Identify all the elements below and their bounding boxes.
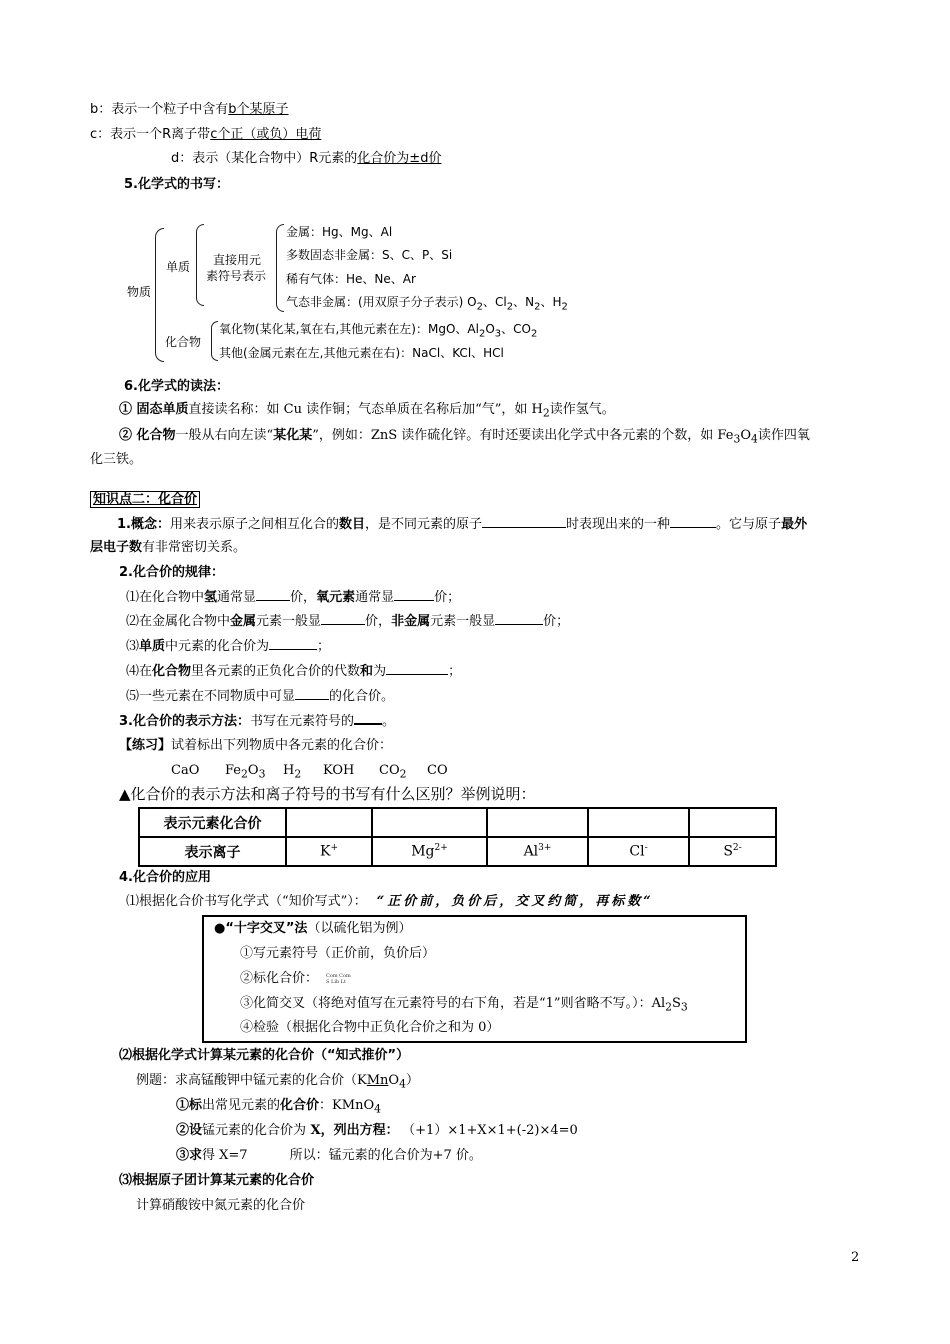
sub: 2 [294,767,302,781]
formula-fe2o3 [225,762,265,784]
t: ⑴在化合物中 [126,590,205,605]
t: 通常显 [355,590,395,605]
t: 有非常密切关系。 [142,540,247,555]
t: 氧化物(某化某,氧在右,其他元素在左)：MgO、Al [219,322,479,336]
c-meaning [90,126,321,144]
t: 。它与原子 [716,517,782,532]
formula-h2 [283,762,301,784]
cross-step-3 [240,995,688,1017]
t: Cl [629,843,645,860]
blank [269,637,317,650]
comparison-question: ▲化合价的表示方法和离子符号的书写有什么区别？举例说明： [119,785,536,803]
table-cell [286,808,372,837]
sup: 3+ [538,843,552,854]
valence-marking-image [326,973,351,985]
t: 例题：求高锰酸钾中锰元素的化合价（K [136,1073,367,1088]
t: 里各元素的正负化合价的代数 [191,664,361,679]
t: X，列出方程： [306,1123,399,1138]
t: 中元素的化合价为 [165,639,270,654]
t: 通常显 [217,590,257,605]
t: 一般从右向左读“ [175,428,274,443]
cross-method-box [202,915,747,1043]
row-header: 表示元素化合价 [139,808,286,837]
sub: 2 [399,767,407,781]
t: 价； [434,590,461,605]
blank [386,662,448,675]
t: ⑴根据化合价书写化学式（“知价写式”）： [126,894,367,909]
step-2 [176,1122,578,1140]
valence-rule-2 [126,612,569,631]
brace-simple [196,224,204,306]
valence-rule-5 [126,687,394,706]
t: 时表现出来的一种 [566,517,671,532]
t: ②标化合价： [240,971,319,986]
sup: + [330,843,338,854]
t: 化合价 [280,1098,320,1113]
sub: 2 [530,328,538,340]
t: 【练习】 [119,738,172,753]
section-2-title: 2.化合价的规律： [119,565,224,580]
tree-other: 其他(金属元素在左,其他元素在右)：NaCl、KCl、HCl [219,346,504,360]
t: 书写在元素符号的 [249,714,354,729]
t: O [247,763,259,778]
t: ② 化合物 [119,428,176,443]
t: 某化某 [273,428,313,443]
text: d：表示（某化合物中）R元素的 [171,151,358,166]
sup: 2- [732,843,742,854]
application-2: ⑵根据化学式计算某元素的化合价（“知式推价”） [119,1048,410,1063]
underlined-text: 化合价为±d价 [357,151,442,166]
t: 价， [365,614,392,629]
sub: 2 [534,301,541,313]
sub: 4 [399,1077,406,1091]
tree-solid-nonmetal: 多数固态非金属：S、C、P、Si [286,248,453,262]
ion-cell [588,837,689,866]
brace-compound [211,321,218,361]
tree-gas-nonmetal [286,293,568,316]
t: S [672,996,681,1011]
cross-step-4: ④检验（根据化合物中正负化合价之和为 0） [240,1020,500,1035]
practice-line [119,737,392,755]
t: ②设 [176,1123,203,1138]
sup: - [644,843,648,854]
underlined-text: c个正（或负）电荷 [210,127,322,142]
t: Mn [366,1073,389,1088]
read-rule-1 [119,401,615,423]
example-line [136,1072,419,1094]
ion-cell [487,837,588,866]
sup: 2+ [434,843,448,854]
t: K [319,843,331,860]
valence-rule-1 [126,588,460,607]
t: 试着标出下列物质中各元素的化合价： [171,738,393,753]
t: 、Cl [483,295,507,309]
t: 单质 [139,639,166,654]
sub: 2 [241,767,248,781]
t: O [485,322,495,336]
t: 非金属 [391,614,431,629]
sub: 4 [751,432,758,446]
valence-ion-table [138,807,777,867]
table-cell [588,808,689,837]
application-3: ⑶根据原子团计算某元素的化合价 [119,1173,315,1188]
table-cell [689,808,776,837]
t: 1.概念： [117,517,170,532]
valence-rule-3 [126,637,330,656]
tree-metal: 金属：Hg、Mg、Al [286,225,393,239]
t: ①标 [176,1098,203,1113]
page-number: 2 [851,1250,860,1265]
sub: 2 [476,301,483,313]
t: S Lib Lt [326,978,347,985]
t: O [388,1073,400,1088]
t: 气态非金属：(用双原子分子表示) O [286,295,477,309]
t: ●“十字交叉”法 [214,921,308,936]
t: 的化合价。 [329,689,395,704]
sub: 3 [258,767,266,781]
blank [495,612,543,625]
sub: 2 [665,1000,672,1014]
t: ，是不同元素的原子 [365,517,483,532]
formula-koh: KOH [323,763,355,778]
sub: 2 [506,301,514,313]
t: 化合物 [152,664,192,679]
row-header: 表示离子 [139,837,286,866]
t: 、N [513,295,535,309]
t: 氧元素 [316,590,356,605]
t: 为 [373,664,387,679]
ion-cell [689,837,776,866]
t: Com Com [326,972,351,979]
t: 、CO [501,322,531,336]
ion-cell [372,837,487,866]
blank [321,612,365,625]
t: ”，例如：ZnS 读作硫化锌。有时还要读出化学式中各元素的个数，如 Fe [312,428,734,443]
t: 元素一般显 [256,614,322,629]
t: ； [448,664,462,679]
t: 数目 [339,517,366,532]
blank [670,515,716,528]
t: ； [317,639,331,654]
table-row [139,808,776,837]
blank [394,588,434,601]
t: 读作氢气。 [549,402,615,417]
cross-step-2 [240,970,351,988]
text: b：表示一个粒子中含有 [90,102,229,117]
t: ③求 [176,1148,203,1163]
ion-cell [286,837,372,866]
section-5-title: 5.化学式的书写： [124,177,229,192]
blank [295,687,329,700]
t: 锰元素的化合价为 [202,1123,307,1138]
formula-cao: CaO [171,763,200,778]
knowledge-point-2-title [90,491,200,509]
tree-root: 物质 [127,285,152,299]
sub: 4 [374,1102,381,1116]
t: 层电子数 [90,540,143,555]
t: 。 [382,714,396,729]
t: “正价前，负价后，交叉约简，再标数“ [376,894,654,909]
t: H [283,763,295,778]
t: ：KMnO [319,1098,375,1113]
t: Fe [225,763,242,778]
t: O [740,428,751,443]
t: 用来表示原子之间相互化合的 [169,517,339,532]
sub: 3 [494,328,502,340]
t: 得 X=7 [202,1148,248,1163]
t: 所以：锰元素的化合价为+7 价。 [289,1148,482,1163]
t: 和 [360,664,374,679]
tree-compound: 化合物 [165,335,202,349]
sub: 2 [478,328,486,340]
b-meaning [90,101,289,119]
t: 出常见元素的 [202,1098,281,1113]
t: 价， [290,590,317,605]
tree-direct-2: 素符号表示 [206,269,267,283]
read-rule-2-cont: 化三铁。 [90,452,143,467]
sub: 3 [680,1000,688,1014]
section-3-line [119,711,395,731]
t: 、H [540,295,562,309]
t: 知识点二：化合价 [90,491,200,508]
formula-co2 [379,762,407,784]
sub: 3 [733,432,741,446]
sub: 2 [542,406,550,420]
concept-line-2 [90,539,246,557]
t: 最外 [781,517,808,532]
t: ⑶ [126,639,140,654]
t: ⑷在 [126,664,153,679]
tree-oxide [219,320,537,343]
tree-noble-gas: 稀有气体：He、Ne、Ar [286,272,416,286]
calc-task: 计算硝酸铵中氮元素的化合价 [136,1198,306,1213]
t: （以硫化铝为例） [307,921,412,936]
t: ） [405,1073,419,1088]
cross-title [214,920,411,938]
blank [256,588,290,601]
concept-line [117,515,807,534]
t: CO [379,763,400,778]
t: Al [523,843,539,860]
d-meaning [171,150,441,168]
t: ① 固态单质 [119,402,189,417]
table-cell [372,808,487,837]
step-1 [176,1097,381,1119]
cross-step-1: ①写元素符号（正价前，负价后） [240,946,436,961]
blank [354,711,382,725]
t: 元素一般显 [430,614,496,629]
t: ⑸一些元素在不同物质中可显 [126,689,296,704]
sub: 2 [561,301,568,313]
t: 3.化合价的表示方法： [119,714,250,729]
text: c：表示一个R离子带 [90,127,211,142]
underlined-text: b个某原子 [228,102,289,117]
application-1 [126,893,654,911]
t: Mg [411,843,435,860]
t: 金属 [230,614,257,629]
brace-direct [276,224,284,312]
table-cell [487,808,588,837]
t: （+1）×1+X×1+(-2)×4=0 [408,1123,578,1138]
t: 价； [543,614,570,629]
t: ⑵在金属化合物中 [126,614,231,629]
section-6-title: 6.化学式的读法： [124,379,229,394]
table-row [139,837,776,866]
t: 读作四氧 [757,428,810,443]
formula-co: CO [427,763,448,778]
t: 直接读名称：如 Cu 读作铜；气态单质在名称后加“气”，如 H [188,402,543,417]
tree-simple: 单质 [166,260,191,274]
brace-root [155,228,164,362]
section-4-title: 4.化合价的应用 [119,870,211,885]
blank [482,515,566,528]
step-3 [176,1147,482,1165]
tree-direct-1: 直接用元 [213,253,262,267]
valence-rule-4 [126,662,461,681]
t: ③化简交叉（将绝对值写在元素符号的右下角，若是“1”则省略不写。）：Al [240,996,666,1011]
read-rule-2 [119,427,810,449]
t: 氢 [204,590,218,605]
t: S [723,843,733,860]
